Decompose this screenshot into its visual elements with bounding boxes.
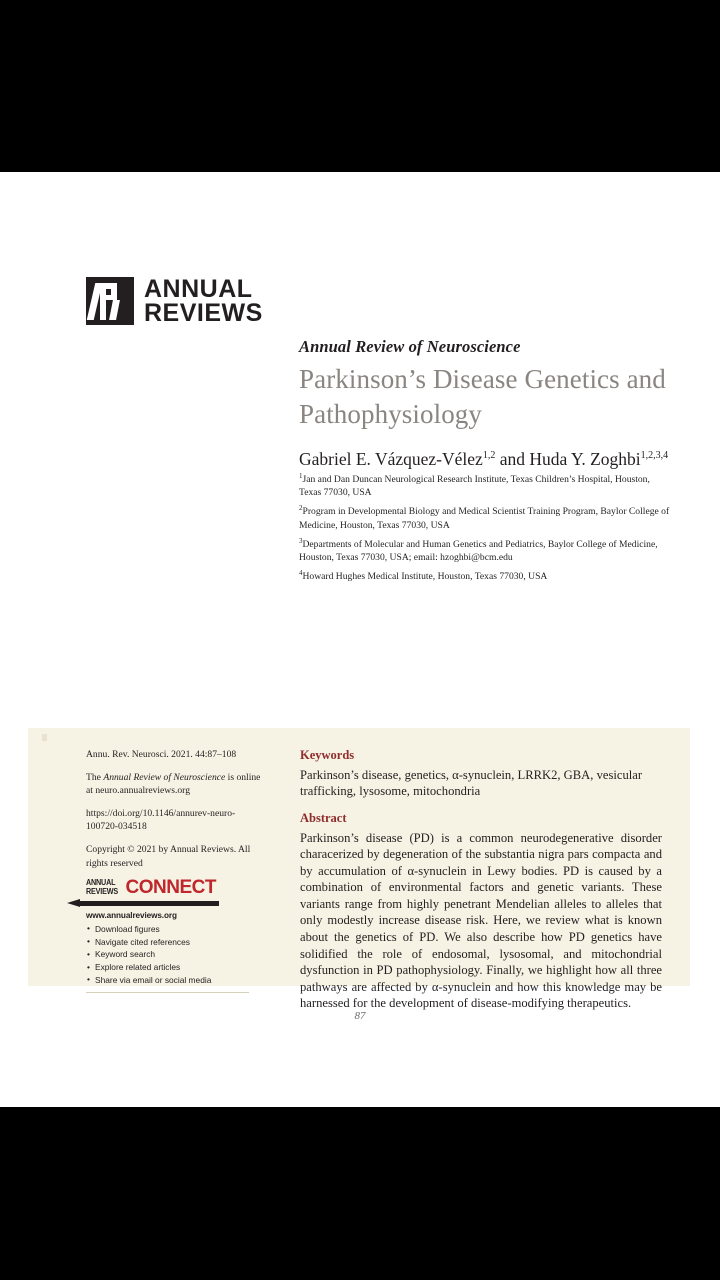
affiliation-marker: 3: [299, 536, 303, 545]
online-journal-name: Annual Review of Neuroscience: [103, 771, 226, 783]
journal-name: Annual Review of Neuroscience: [299, 337, 521, 356]
abstract-column: [300, 748, 662, 1012]
keywords-heading: Keywords: [300, 748, 355, 762]
connect-item-navigate-cited-references[interactable]: • Navigate cited references: [86, 936, 261, 949]
connect-brand: [86, 879, 118, 895]
author-list: [299, 449, 668, 470]
letterbox-bottom: [0, 1107, 720, 1280]
journal-online-line: [86, 771, 266, 798]
keywords-text: Parkinson’s disease, genetics, α-synuclein, LRRK2, GBA, vesicular trafficking, lysosome, mitochondria: [300, 768, 643, 799]
online-prefix: The: [86, 771, 104, 783]
connect-url[interactable]: www.annualreviews.org: [86, 910, 177, 920]
connect-header: [86, 877, 261, 899]
affiliation-item: [299, 569, 671, 583]
affiliation-item: [299, 537, 671, 564]
author-conjunction: and Huda Y. Zoghbi: [495, 449, 641, 469]
affiliation-marker: 2: [299, 504, 303, 513]
affiliation-list: [299, 472, 671, 588]
doi-link[interactable]: https://doi.org/10.1146/annurev-neuro-100720-034518: [86, 807, 236, 833]
left-arrow-icon: [67, 899, 219, 908]
affiliation-marker: 1: [299, 472, 303, 480]
affiliation-item: [299, 472, 671, 499]
logo-text-annual: ANNUAL: [144, 275, 253, 303]
letterbox-top: [0, 0, 720, 172]
connect-item-share[interactable]: • Share via email or social media: [86, 974, 261, 987]
connect-item-keyword-search[interactable]: • Keyword search: [86, 948, 261, 961]
connect-brand-annual: ANNUAL: [86, 878, 116, 888]
abstract-panel: [28, 728, 690, 1011]
page-title: Parkinson’s Disease Genetics and Pathophysiology: [299, 364, 666, 429]
affiliation-item: [299, 504, 671, 531]
article-page: [0, 172, 720, 1107]
page-number: 87: [354, 1010, 366, 1022]
citation-line: Annu. Rev. Neurosci. 2021. 44:87–108: [86, 749, 237, 760]
connect-brand-reviews: REVIEWS: [86, 886, 118, 896]
affiliation-text: Departments of Molecular and Human Genetics and Pediatrics, Baylor College of Medicine, Houston, Texas 77030, USA; email: hzoghbi@bcm.edu: [299, 538, 658, 563]
connect-divider: [86, 992, 249, 993]
abstract-heading: Abstract: [300, 810, 347, 825]
author-primary-affil-marker: 1,2: [482, 450, 496, 462]
connect-item-download-figures[interactable]: • Download figures: [86, 923, 261, 936]
panel-sidebar: [86, 748, 266, 993]
affiliation-text: Howard Hughes Medical Institute, Houston, Texas 77030, USA: [302, 571, 548, 583]
affiliation-marker: 4: [299, 568, 303, 577]
connect-word: CONNECT: [125, 877, 216, 899]
abstract-text: Parkinson’s disease (PD) is a common neurodegenerative disorder characerized by degeneration of the substantia nigra pars compacta and by accumulation of α-synuclein in Lewy bodies. PD is caused by a combination of environmental factors and genetic variants. These variants range from highly penetrant Mendelian alleles to alleles that only modestly increase disease risk. Here, we review what is known about the genetics of PD. We also describe how PD genetics have solidified the role of endosomal, lysosomal, and mitochondrial dysfunction in PD pathophysiology. Finally, we highlight how all three pathways are affected by α-synuclein and how this knowledge may be harnessed for the development of disease-modifying therapeutics.: [300, 830, 662, 1011]
connect-item-explore-related-articles[interactable]: • Explore related articles: [86, 961, 261, 974]
copyright-line: Copyright © 2021 by Annual Reviews. All rights reserved: [86, 844, 251, 869]
annual-reviews-logo: [86, 277, 263, 326]
author-secondary-affil-marker: 1,2,3,4: [640, 450, 669, 462]
affiliation-text: Program in Developmental Biology and Medical Scientist Training Program, Baylor College of Medicine, Houston, Texas 77030, USA: [299, 506, 670, 531]
annual-reviews-connect-badge[interactable]: [86, 879, 261, 992]
ar-monogram-icon: [86, 277, 134, 325]
author-primary: Gabriel E. Vázquez-Vélez: [299, 449, 483, 469]
logo-text-reviews: REVIEWS: [144, 299, 263, 328]
connect-feature-list: [86, 923, 261, 987]
panel-speck: [42, 734, 47, 741]
affiliation-text: Jan and Dan Duncan Neurological Research Institute, Texas Children’s Hospital, Houston, Texas 77030, USA: [299, 474, 650, 499]
online-suffix: is online at neuro.annualreviews.org: [86, 771, 261, 797]
